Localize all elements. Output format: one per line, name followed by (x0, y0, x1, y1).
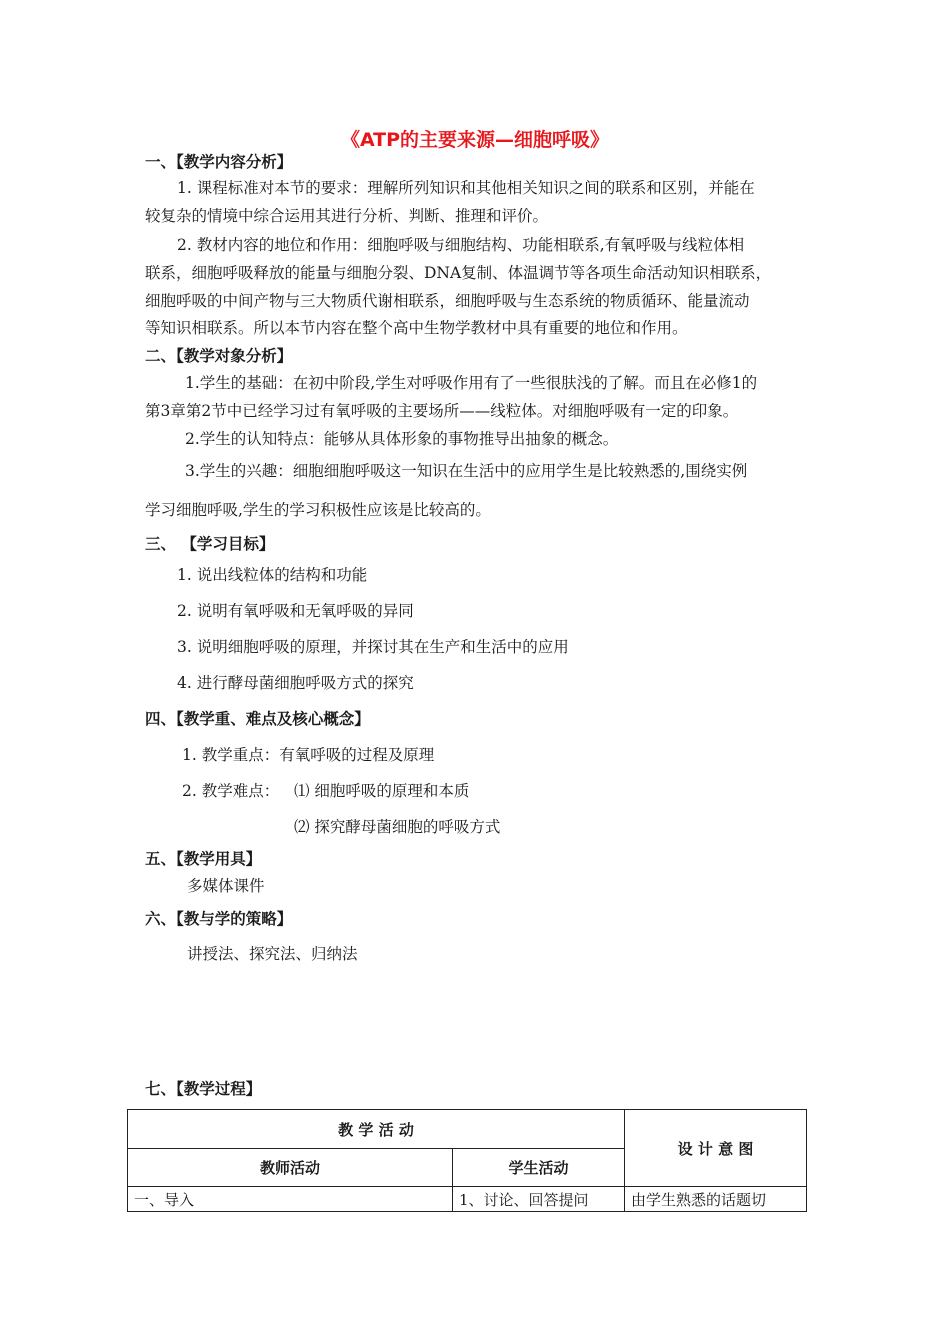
s1-p2-line4: 等知识相联系。所以本节内容在整个高中生物学教材中具有重要的地位和作用。 (145, 319, 688, 337)
goal-item: 1. 说出线粒体的结构和功能 (177, 566, 368, 584)
s2-p2: 2.学生的认知特点：能够从具体形象的事物推导出抽象的概念。 (185, 430, 619, 448)
strategy-content: 讲授法、探究法、归纳法 (187, 945, 358, 963)
difficulty-label: 2. 教学难点： (182, 782, 280, 800)
section-7-heading: 七、【教学过程】 (145, 1079, 262, 1098)
process-table (127, 1109, 807, 1212)
section-3-heading: 三、 【学习目标】 (145, 534, 275, 553)
s2-p3-line2: 学习细胞呼吸,学生的学习积极性应该是比较高的。 (145, 501, 491, 519)
table-row (128, 1187, 807, 1212)
s1-p1-line2: 较复杂的情境中综合运用其进行分析、判断、推理和评价。 (145, 207, 549, 225)
table-cell: 1、讨论、回答提问 (453, 1187, 625, 1212)
section-6-heading: 六、【教与学的策略】 (145, 909, 293, 928)
activity-header: 教 学 活 动 (128, 1110, 625, 1149)
key-point: 1. 教学重点：有氧呼吸的过程及原理 (182, 746, 435, 764)
section-4-heading: 四、【教学重、难点及核心概念】 (145, 709, 370, 728)
goal-item: 4. 进行酵母菌细胞呼吸方式的探究 (177, 674, 414, 692)
difficulty-2: ⑵ 探究酵母菌细胞的呼吸方式 (294, 818, 501, 836)
student-header: 学生活动 (453, 1149, 625, 1187)
tools-content: 多媒体课件 (187, 877, 265, 895)
section-1-heading: 一、【教学内容分析】 (145, 152, 293, 171)
difficulty-1: ⑴ 细胞呼吸的原理和本质 (294, 782, 470, 800)
design-header: 设 计 意 图 (625, 1110, 807, 1187)
goal-item: 3. 说明细胞呼吸的原理，并探讨其在生产和生活中的应用 (177, 638, 569, 656)
table-cell: 由学生熟悉的话题切 (625, 1187, 807, 1212)
s2-p1-line2: 第3章第2节中已经学习过有氧呼吸的主要场所——线粒体。对细胞呼吸有一定的印象。 (145, 402, 739, 420)
s1-p2-line2: 联系，细胞呼吸释放的能量与细胞分裂、DNA复制、体温调节等各项生命活动知识相联系， (145, 264, 772, 282)
table-cell: 一、导入 (128, 1187, 453, 1212)
section-2-heading: 二、【教学对象分析】 (145, 346, 293, 365)
s1-p1-line1: 1. 课程标准对本节的要求：理解所列知识和其他相关知识之间的联系和区别，并能在 (177, 179, 755, 197)
s1-p2-line1: 2. 教材内容的地位和作用：细胞呼吸与细胞结构、功能相联系,有氧呼吸与线粒体相 (177, 236, 745, 254)
s2-p1-line1: 1.学生的基础：在初中阶段,学生对呼吸作用有了一些很肤浅的了解。而且在必修1的 (185, 374, 758, 392)
s2-p3-line1: 3.学生的兴趣：细胞细胞呼吸这一知识在生活中的应用学生是比较熟悉的,围绕实例 (185, 462, 748, 480)
s1-p2-line3: 细胞呼吸的中间产物与三大物质代谢相联系，细胞呼吸与生态系统的物质循环、能量流动 (145, 292, 750, 310)
goal-item: 2. 说明有氧呼吸和无氧呼吸的异同 (177, 602, 414, 620)
page-title: 《ATP的主要来源—细胞呼吸》 (340, 129, 610, 151)
section-5-heading: 五、【教学用具】 (145, 849, 262, 868)
teacher-header: 教师活动 (128, 1149, 453, 1187)
